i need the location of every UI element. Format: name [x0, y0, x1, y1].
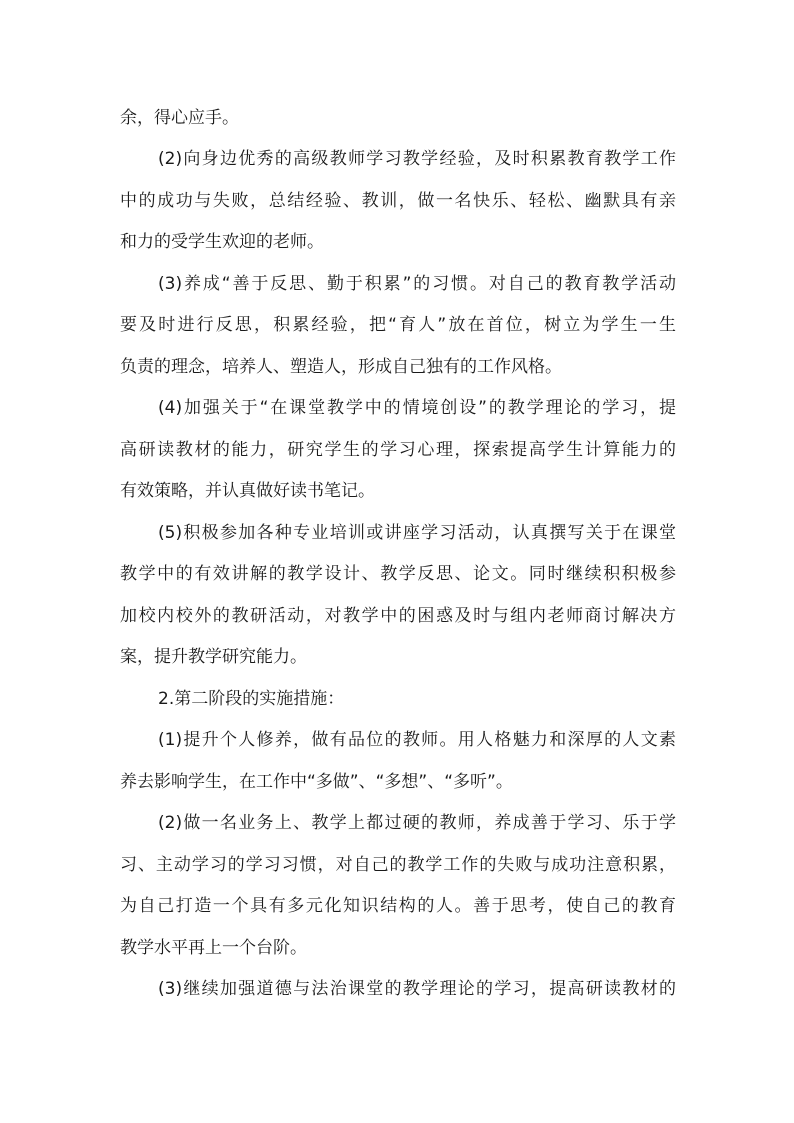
text-line: 中的成功与失败，总结经验、教训，做一名快乐、轻松、幽默具有亲 — [120, 191, 676, 211]
paragraph-5-line: (5)积极参加各种专业培训或讲座学习活动，认真撰写关于在课堂 — [158, 523, 676, 543]
text-line: 加校内校外的教研活动，对教学中的困惑及时与组内老师商讨解决方 — [120, 606, 676, 626]
text-line: 要及时进行反思，积累经验，把“育人”放在首位，树立为学生一生 — [120, 315, 676, 335]
text-line: 为自己打造一个具有多元化知识结构的人。善于思考，使自己的教育 — [120, 896, 676, 916]
text-line: 教学中的有效讲解的教学设计、教学反思、论文。同时继续积积极参 — [120, 564, 676, 584]
section-heading: 2.第二阶段的实施措施： — [158, 689, 345, 709]
paragraph-2-line: (2)向身边优秀的高级教师学习教学经验，及时积累教育教学工作 — [158, 149, 676, 169]
text-line: 和力的受学生欢迎的老师。 — [120, 232, 324, 252]
paragraph-3b-line: (3)继续加强道德与法治课堂的教学理论的学习，提高研读教材的 — [158, 979, 676, 999]
text-line: 有效策略，并认真做好读书笔记。 — [120, 481, 375, 501]
text-line: 养去影响学生，在工作中“多做”、“多想”、“多听”。 — [120, 772, 513, 792]
paragraph-2b-line: (2)做一名业务上、教学上都过硬的教师，养成善于学习、乐于学 — [158, 813, 676, 833]
text-line: 余，得心应手。 — [120, 108, 239, 128]
paragraph-3-line: (3)养成“善于反思、勤于积累”的习惯。对自己的教育教学活动 — [158, 274, 676, 294]
text-line: 负责的理念，培养人、塑造人，形成自己独有的工作风格。 — [120, 357, 562, 377]
paragraph-1-line: (1)提升个人修养，做有品位的教师。用人格魅力和深厚的人文素 — [158, 730, 676, 750]
paragraph-4-line: (4)加强关于“在课堂教学中的情境创设”的教学理论的学习，提 — [158, 398, 676, 418]
text-line: 案，提升教学研究能力。 — [120, 647, 307, 667]
text-line: 高研读教材的能力，研究学生的学习心理，探索提高学生计算能力的 — [120, 440, 676, 460]
text-line: 习、主动学习的学习习惯，对自己的教学工作的失败与成功注意积累， — [120, 855, 676, 875]
text-line: 教学水平再上一个台阶。 — [120, 938, 307, 958]
